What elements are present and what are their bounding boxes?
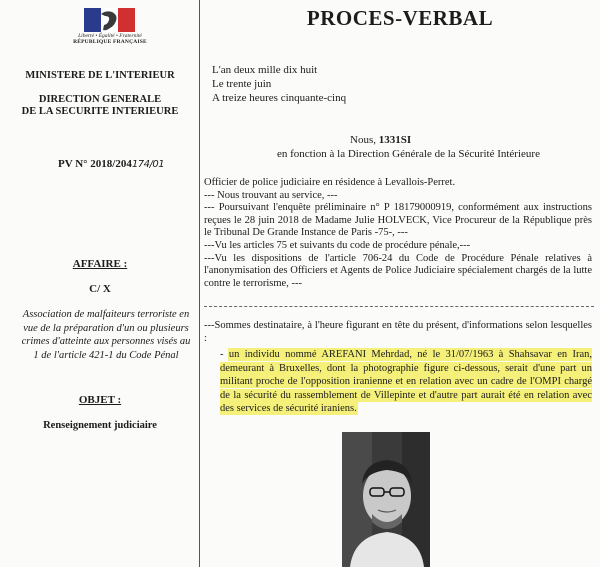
logo-motto: Liberté • Égalité • Fraternité	[78, 33, 142, 39]
pv-handwritten: 174/01	[131, 159, 165, 170]
pv-number	[58, 158, 164, 170]
date-line-1: L'an deux mille dix huit	[212, 64, 318, 76]
direction-line-1: DIRECTION GENERALE	[38, 94, 162, 105]
date-line-2: Le trente juin	[212, 78, 272, 90]
document-title: PROCES-VERBAL	[306, 6, 494, 30]
information-intro	[204, 320, 592, 345]
logo-republic: RÉPUBLIQUE FRANÇAISE	[73, 39, 147, 45]
direction-line-2: DE LA SECURITE INTERIEURE	[21, 106, 179, 117]
objet-value: Renseignement judiciaire	[43, 420, 157, 431]
para-poursuivant: --- Poursuivant l'enquête préliminaire n° P 18179000919, conformément aux instructions reçues le 28 juin 2018 de Madame Julie HOLVECK, Vice Procureur de la République près le Tribunal De Grande Instance de Paris -75-, ---	[204, 202, 592, 239]
date-block	[212, 63, 346, 105]
para-dispositions: ---Vu les dispositions de l'article 706-24 du Code de Procédure Pénale relatives à l'anonymisation des Officiers et Agents de Police Judiciaire spécialement chargés de la lutte contre le terrorisme, ---	[204, 252, 592, 289]
logo-text	[62, 33, 158, 45]
highlighted-text: un individu nommé AREFANI Mehrdad, né le 31/07/1963 à Shahsavar en Iran, demeurant à Bruxelles, dont la photographie figure ci-dessous, serait d'une part un militant proche de l'opposition iranienne et en relation avec un cadre de l'OMPI chargé de la sécurité du rassemblement de Villepinte et d'autre part aurait été en relation avec des services de sécurité iraniens.	[220, 349, 592, 415]
officer-fonction: en fonction à la Direction Générale de la Sécurité Intérieure	[277, 148, 540, 160]
pv-number-text: PV N° 2018/204	[58, 158, 132, 170]
affaire-reference: C/ X	[89, 283, 111, 295]
procedure-body	[204, 177, 592, 290]
officer-line	[350, 133, 540, 147]
direction-name	[0, 94, 200, 118]
objet-label: OBJET :	[78, 394, 122, 406]
nous-prefix: Nous,	[350, 134, 379, 146]
information-paragraph	[220, 348, 592, 416]
separator-rule	[204, 306, 594, 307]
date-line-3: A treize heures cinquante-cinq	[212, 92, 347, 104]
officer-block	[277, 133, 540, 161]
affaire-description: Association de malfaiteurs terroriste en vue de la préparation d'un ou plusieurs crimes d'atteinte aux personnes visés au 1 de l'article 421-1 du Code Pénal	[21, 309, 191, 361]
officer-id: 1331SI	[378, 134, 412, 146]
para-officier: Officier de police judiciaire en résidence à Levallois-Perret.	[204, 177, 456, 188]
column-divider	[199, 0, 200, 567]
bullet-prefix: -	[220, 349, 229, 360]
ministry-name: MINISTERE DE L'INTERIEUR	[25, 70, 175, 81]
para-articles: ---Vu les articles 75 et suivants du code de procédure pénale,---	[204, 239, 471, 251]
information-item	[220, 348, 592, 416]
affaire-label: AFFAIRE :	[72, 258, 128, 270]
para-service: --- Nous trouvant au service, ---	[204, 189, 338, 201]
para-sommes: ---Sommes destinataire, à l'heure figurant en tête du présent, d'informations selon lesquelles :	[204, 320, 592, 344]
marianne-logo	[70, 6, 150, 54]
suspect-photograph	[342, 432, 430, 567]
